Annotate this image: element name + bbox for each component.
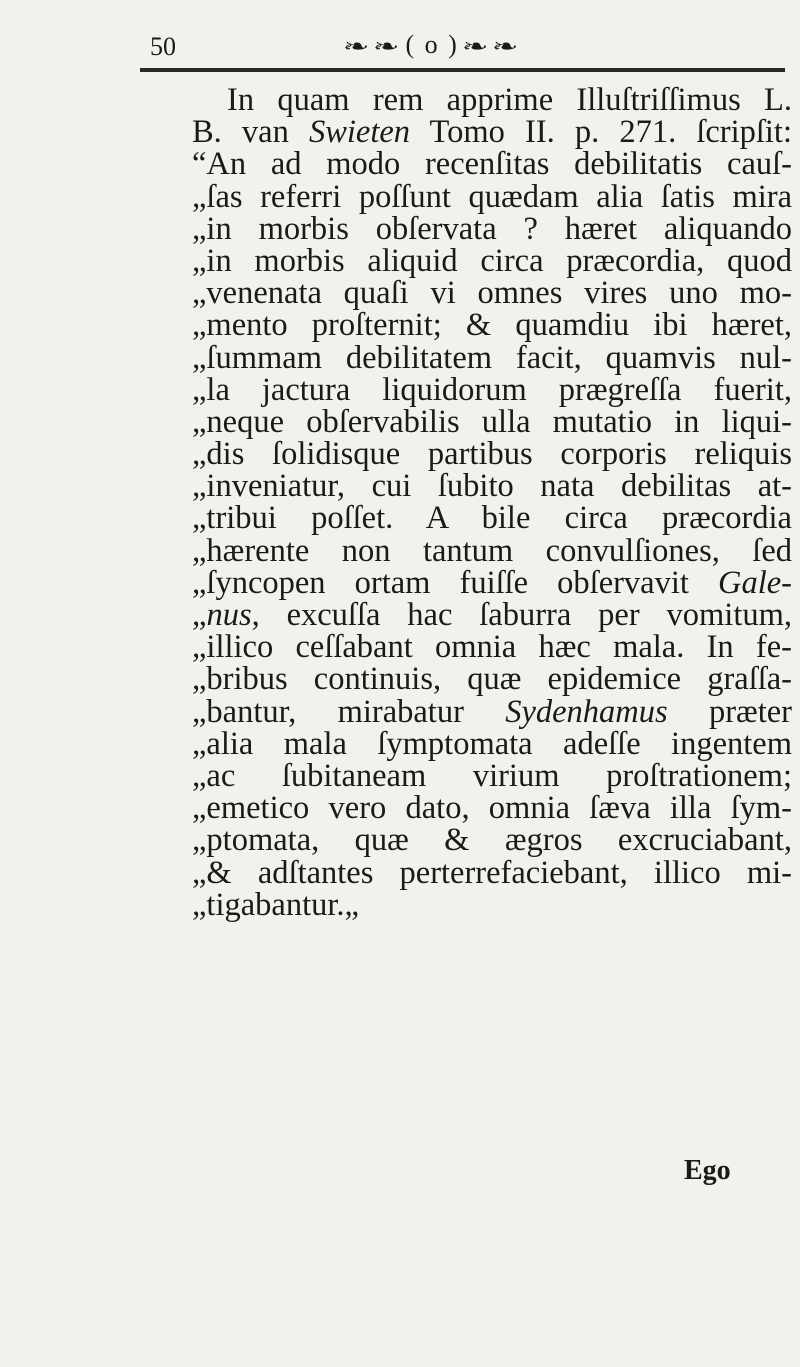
text-line: “An ad modo recenſitas debilitatis cauſ- [192, 146, 792, 183]
text-line: „bribus continuis, quæ epidemice graſſa- [192, 661, 792, 698]
text-line: „dis ſolidisque partibus corporis reliquis [192, 436, 792, 473]
text-line: „ſummam debilitatem facit, quamvis nul- [192, 339, 792, 376]
body-text [192, 84, 792, 921]
text-line: „in morbis obſervata ? hæret aliquando [192, 210, 792, 247]
text-line: „alia mala ſymptomata adeſſe ingentem [192, 725, 792, 762]
text-line: „nus, excuſſa hac ſaburra per vomitum, [192, 597, 792, 633]
text-line: „tribui poſſet. A bile circa præcordia [192, 500, 792, 537]
text-line: „ac ſubitaneam virium proſtrationem; [192, 757, 792, 794]
text-line: B. van Swieten Tomo II. p. 271. ſcripſit: [192, 114, 792, 151]
text-line: „ptomata, quæ & ægros excruciabant, [192, 822, 792, 859]
text-line: „ſas referri poſſunt quædam alia ſatis mira [192, 178, 792, 215]
text-line: „emetico vero dato, omnia ſæva illa ſym- [192, 790, 792, 827]
text-line: „inveniatur, cui ſubito nata debilitas at- [192, 468, 792, 505]
text-line: „venenata quaſi vi omnes vires uno mo- [192, 275, 792, 312]
page-number: 50 [150, 32, 176, 61]
text-line: „illico ceſſabant omnia hæc mala. In fe- [192, 629, 792, 666]
head-rule [140, 68, 785, 72]
text-line: „tigabantur.„ [192, 886, 359, 923]
section-bracket: ( o ) [405, 30, 459, 59]
head-ornament [340, 30, 524, 60]
text-line: „ſyncopen ortam fuiſſe obſervavit Gale- [192, 564, 792, 601]
text-line: „neque obſervabilis ulla mutatio in liqui- [192, 403, 792, 440]
fleuron-left-icon: ❧❧ [342, 36, 403, 58]
text-line: „& adſtantes perterrefaciebant, illico mi- [192, 854, 792, 891]
running-head [130, 20, 780, 66]
text-line: „in morbis aliquid circa præcordia, quod [192, 242, 792, 279]
text-line: „mento proſternit; & quamdiu ibi hæret, [192, 307, 792, 344]
text-line: „bantur, mirabatur Sydenhamus præter [192, 693, 792, 730]
text-line: „la jactura liquidorum prægreſſa fuerit, [192, 371, 792, 408]
catchword: Ego [684, 1155, 731, 1186]
text-line: In quam rem apprime Illuſtriſſimus L. [227, 82, 792, 118]
fleuron-right-icon: ❧❧ [461, 36, 522, 58]
text-line: „hærente non tantum convulſiones, ſed [192, 532, 792, 569]
